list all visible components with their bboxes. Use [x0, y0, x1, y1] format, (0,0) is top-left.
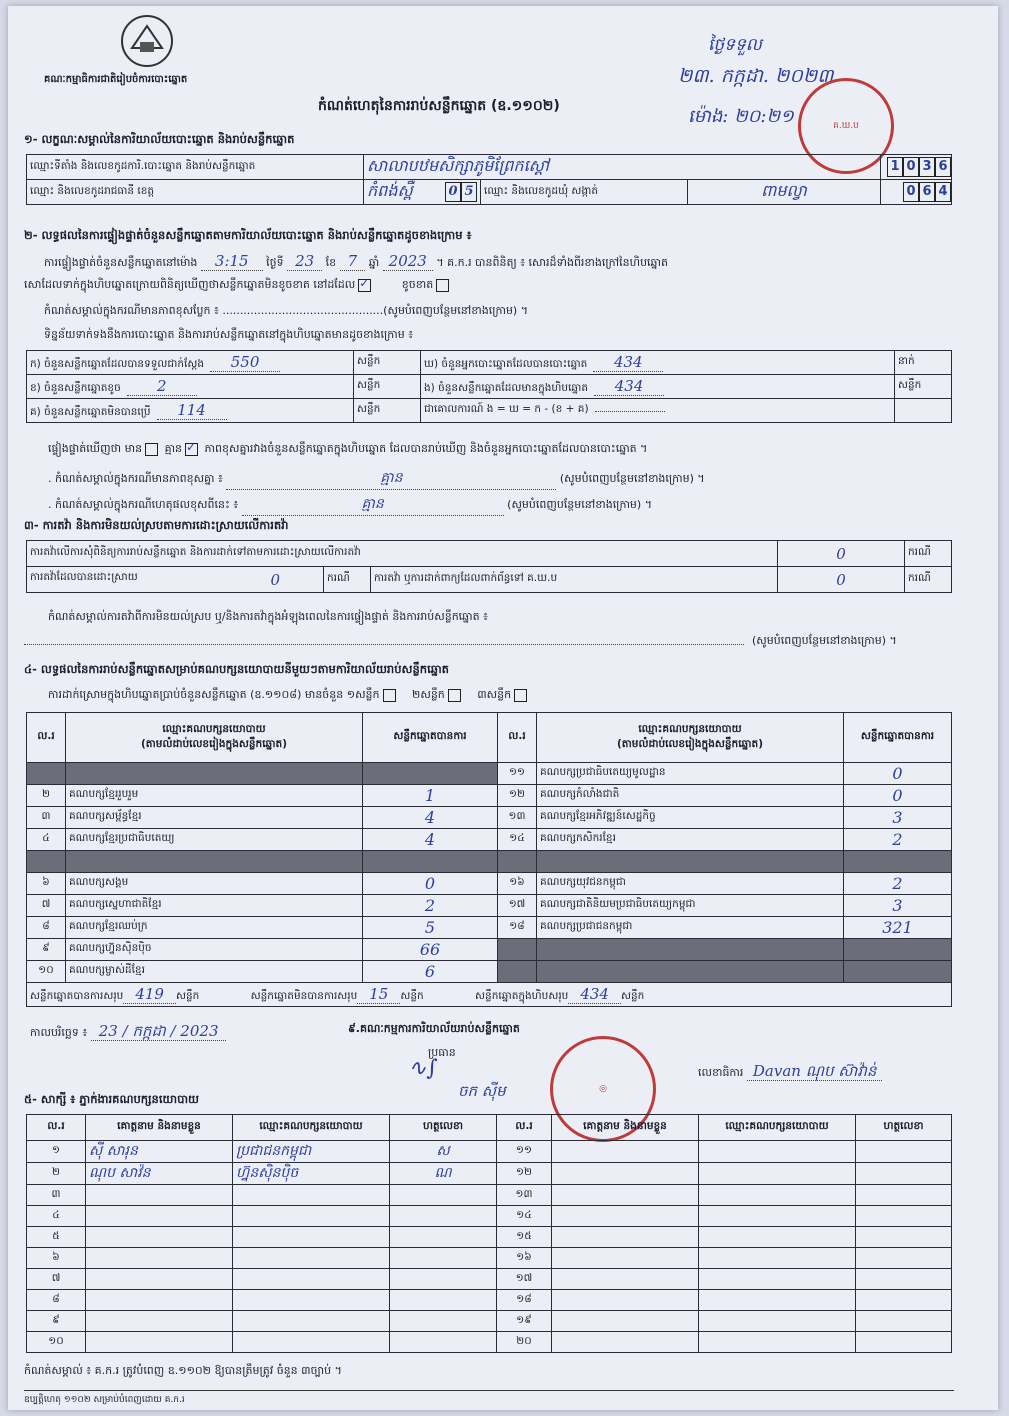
col-no-right: ល.រ	[498, 713, 537, 763]
section3-heading: ៣- ការតវ៉ា និងការមិនយល់ស្របតាមការដោះស្រាយលើការតវ៉ា	[24, 518, 289, 532]
ballot-row: គ) ចំនួនសន្លឹកឆ្នោតមិនបានប្រើ 114 សន្លឹក ជាគោលការណ៍ ង = ឃ = ក - (ខ + គ)	[27, 399, 952, 423]
station-name-value: សាលាបឋមសិក្សាភូមិព្រែកស្ដៅ	[364, 155, 881, 180]
complaint-row2b-label: ការតវ៉ា ឬការដាក់ពាក្យដែលពាក់ព័ន្ធទៅ គ.ឃ.ប	[371, 567, 778, 593]
section1-heading: ១- លក្ខណៈសម្គាល់នៃការិយាល័យបោះឆ្នោត និងរាប់សន្លឹកឆ្នោត	[24, 132, 295, 146]
table-row: ១ សុី សារុន ប្រជាជនកម្ពុជា ស ១១	[27, 1141, 952, 1163]
received-date: ២៣. កក្កដា. ២០២៣	[678, 65, 834, 87]
complaint-note-suffix: (សូមបំពេញបន្ថែមនៅខាងក្រោម) ។	[752, 634, 897, 647]
table-row: ៧ ១៧	[27, 1269, 952, 1290]
env-3-checkbox[interactable]	[514, 689, 527, 702]
table-row: ៦ គណបក្សសង្គម 0 ១៦ គណបក្សយុវជនកម្ពុជា 2	[27, 873, 952, 895]
commune-value: ពាមល្វា	[688, 180, 881, 205]
received-time: ម៉ោង: ២០:២១	[688, 106, 794, 127]
col-party-left: ឈ្មោះគណបក្សនយោបាយ (តាមលំដាប់លេខរៀងក្នុងសន្លឹកឆ្នោត)	[66, 713, 363, 763]
party-results-table	[26, 712, 952, 1007]
table-row: ៩ ១៩	[27, 1311, 952, 1332]
col-votes-left: សន្លឹកឆ្នោតបានការ	[363, 713, 498, 763]
complaint-row2-label: ការតវ៉ាដែលបានដោះស្រាយ 0	[27, 567, 324, 593]
complaints-table: ការតវ៉ាលើការសុំពិនិត្យការរាប់សន្លឹកឆ្នោត និងការដាក់ទៅតាមការដោះស្រាយលើការតវ៉ា 0 ករណី ការតវ៉ាដែលបានដោះស្រាយ 0 ករណី ការតវ៉ា ឬការដាក់ពាក្យដែលពាក់ព័ន្ធទៅ គ.ឃ.ប 0 ករណី	[26, 540, 952, 593]
station-name-label: ឈ្មោះទីតាំង និងលេខកូដការិ.បោះឆ្នោត និងរាប់សន្លឹកឆ្នោត	[27, 155, 364, 180]
table-row: ៥ ១៥	[27, 1227, 952, 1248]
totals-row: សន្លឹកឆ្នោតបានការសរុប 419 សន្លឹក សន្លឹកឆ្នោតមិនបានការសរុប 15 សន្លឹក សន្លឹកឆ្នោតក្នុងហិបសរុប 434 សន្លឹក	[27, 983, 952, 1007]
col-votes-right: សន្លឹកឆ្នោតបានការ	[844, 713, 952, 763]
chief-signature-icon: ∿∫	[408, 1056, 438, 1081]
station-stamp-icon: ◎	[550, 1036, 656, 1142]
complaint-row1-label: ការតវ៉ាលើការសុំពិនិត្យការរាប់សន្លឹកឆ្នោត និងការដាក់ទៅតាមការដោះស្រាយលើការតវ៉ា	[27, 541, 778, 567]
diff-yes-checkbox[interactable]	[145, 443, 158, 456]
footer-bottom: ឧប្បត្តិហេតុ ១១០២ សម្រាប់បំពេញដោយ គ.ក.រ	[24, 1390, 954, 1407]
table-row: ២ ណុប សាវ៉ន ហ្វ៊ុនស៊ិនប៉ិច ណ ១២	[27, 1163, 952, 1185]
secretary-line: លេខាធិការ Davan ណុប ស៊ាវ៉ាន់	[698, 1062, 882, 1084]
table-row: ១០ គណបក្សម្ចាស់ដីខ្មែរ 6	[27, 961, 952, 983]
official-stamp-icon: គ.ឃ.ប	[798, 78, 894, 174]
page-title: កំណត់ហេតុនៃការរាប់សន្លឹកឆ្នោត (ឧ.១១០២)	[318, 98, 560, 114]
table-row: ៣ គណបក្សសម្ព័ន្ធខ្មែរ 4 ១៣ គណបក្សខ្មែរអភិវឌ្ឍន៍សេដ្ឋកិច្ច 3	[27, 807, 952, 829]
env-2-checkbox[interactable]	[448, 689, 461, 702]
table-row: ៨ គណបក្សខ្មែរឈប់ក្រ 5 ១៨ គណបក្សប្រជាជនកម្ពុជា 321	[27, 917, 952, 939]
chief-name: ចក ស៊ីម	[458, 1082, 506, 1100]
report-date: កាលបរិច្ឆេទ ៖ 23 / កក្កដា / 2023	[30, 1022, 226, 1044]
diff-no-checkbox[interactable]	[185, 443, 198, 456]
table-row: ៨ ១៨	[27, 1290, 952, 1311]
verification-day: 23	[287, 252, 322, 271]
env-1-checkbox[interactable]	[383, 689, 396, 702]
unit-label: ករណី	[905, 541, 952, 567]
footer-note: កំណត់សម្គាល់ ៖ គ.ក.រ ត្រូវបំពេញ ឧ.១១០២ ឱ្យបានត្រឹមត្រូវ ចំនួន ៣ច្បាប់ ។	[24, 1364, 342, 1377]
witness-table: ល.រ គោត្តនាម និងនាមខ្លួន ឈ្មោះគណបក្សនយោបាយ ហត្ថលេខា ល.រ គោត្តនាម និងនាមខ្លួន ឈ្មោះគណបក្សនយោបាយ ហត្ថលេខា ១ សុី សារុន ប្រជាជនកម្ពុជា ស ១១ ២ ណុប សាវ៉ន ហ្វ៊ុនស៊ិនប៉ិច ណ ១២ ៣ ១៣ ៤ ១៤ ៥ ១៥ ៦ ១៦ ៧ ១៧ ៨ ១៨ ៩ ១៩ ១០ ២០	[26, 1114, 952, 1353]
table-row: ៣ ១៣	[27, 1185, 952, 1206]
complaint-row2b-value: 0	[778, 567, 905, 593]
commune-label: ឈ្មោះ និងលេខកូដឃុំ សង្កាត់	[481, 180, 688, 205]
discrepancy-check-line: ផ្ទៀងផ្ទាត់ឃើញថា មាន គ្មាន✓ ភាពខុសគ្នារវាងចំនួនសន្លឹកឆ្នោតក្នុងហិបឆ្នោត ដែលបានរាប់ឃើញ និងចំនួនអ្នកបោះឆ្នោតដែលបានបោះឆ្នោត ។	[48, 442, 647, 458]
col-no-left: ល.រ	[27, 713, 66, 763]
nec-emblem-icon	[118, 12, 176, 70]
station-id-table	[26, 154, 952, 205]
note2-line: . កំណត់សម្គាល់ក្នុងករណីហេតុផលខុសពីនេះ ៖ គ្មាន (សូមបំពេញបន្ថែមនៅខាងក្រោម) ។	[48, 494, 652, 516]
table-row: ៤ ១៤	[27, 1206, 952, 1227]
col-party-right: ឈ្មោះគណបក្សនយោបាយ (តាមលំដាប់លេខរៀងក្នុងសន្លឹកឆ្នោត)	[537, 713, 844, 763]
table-row: ១០ ២០	[27, 1332, 952, 1353]
ballot-count-table	[26, 350, 952, 423]
complaint-row1-value: 0	[778, 541, 905, 567]
envelope-line: ការដាក់ស្រោមក្នុងហិបឆ្នោតប្រាប់ចំនួនសន្លឹកឆ្នោត (ឧ.១១០៨) មានចំនួន ១សន្លឹក ២សន្លឹក ៣សន្លឹក	[48, 688, 530, 704]
section5-heading: ៥- សាក្សី ៖ ភ្នាក់ងារគណបក្សនយោបាយ	[24, 1092, 199, 1106]
complaint-note: កំណត់សម្គាល់ការតវ៉ាពីការមិនយល់ស្រប ឬ/និងការតវ៉ាក្នុងអំឡុងពេលនៃការផ្ទៀងផ្ទាត់ និងការរាប់សន្លឹកឆ្នោត ៖	[48, 610, 488, 623]
table-row: ៩ គណបក្សហ្វ៊ុនស៊ិនប៉ិច 66	[27, 939, 952, 961]
received-note: ថ្ងៃទទួល	[708, 35, 762, 55]
discrepancy-note-line: កំណត់សម្គាល់ក្នុងករណីមានភាពខុសប្លែក ៖ ..............................................(សូមបំពេញបន្ថែមនៅខាងក្រោម) ។	[44, 304, 528, 317]
table-row: ៦ ១៦	[27, 1248, 952, 1269]
seal-damaged-checkbox[interactable]	[436, 279, 449, 292]
seal-check-line: សោដែលទាក់ក្នុងហិបឆ្នោតក្រោយពិនិត្យឃើញថាសន្លឹកឆ្នោតមិនខូចខាត នៅដដែល✓ ខូចខាត	[24, 278, 452, 294]
station-code: 1 0 3 6	[881, 155, 952, 180]
verification-year: 2023	[383, 252, 433, 271]
verification-month: 7	[340, 252, 366, 271]
ballot-row: ខ) ចំនួនសន្លឹកឆ្នោតខូច 2 សន្លឹក ង) ចំនួនសន្លឹកឆ្នោតដែលមានក្នុងហិបឆ្នោត 434 សន្លឹក	[27, 375, 952, 399]
table-row: ៤ គណបក្សខ្មែរប្រជាធិបតេយ្យ 4 ១៤ គណបក្សកសិករខ្មែរ 2	[27, 829, 952, 851]
note1-line: . កំណត់សម្គាល់ក្នុងករណីមានភាពខុសគ្នា ៖ គ្មាន (សូមបំពេញបន្ថែមនៅខាងក្រោម) ។	[48, 468, 705, 490]
table-row: ៧ គណបក្សស្នេហាជាតិខ្មែរ 2 ១៧ គណបក្សជាតិនិយមប្រជាធិបតេយ្យកម្ពុជា 3	[27, 895, 952, 917]
ballot-count-report-sheet	[8, 6, 998, 1410]
section4-heading: ៤- លទ្ធផលនៃការរាប់សន្លឹកឆ្នោតសម្រាប់គណបក្សនយោបាយនីមួយៗតាមការិយាល័យរាប់សន្លឹកឆ្នោត	[24, 662, 449, 676]
table-row: ២ គណបក្សខ្មែររួបរួម 1 ១២ គណបក្សកំលាំងជាតិ 0	[27, 785, 952, 807]
committee-name: គណៈកម្មាធិការជាតិរៀបចំការបោះឆ្នោត	[44, 74, 188, 85]
ballot-row: ក) ចំនួនសន្លឹកឆ្នោតដែលបានទទួលជាក់ស្ដែង 550 សន្លឹក ឃ) ចំនួនអ្នកបោះឆ្នោតដែលបានបោះឆ្នោត 434 នាក់	[27, 351, 952, 375]
province-value: កំពង់ស្ពឺ 0 5	[364, 180, 481, 205]
section2-heading: ២- លទ្ធផលនៃការផ្ទៀងផ្ទាត់ចំនួនសន្លឹកឆ្នោតតាមការិយាល័យបោះឆ្នោត និងរាប់សន្លឹកឆ្នោតដូចខាងក្រោម ៖	[24, 228, 472, 242]
sign-heading: ៩.គណៈកម្មការការិយាល័យរាប់សន្លឹកឆ្នោត	[348, 1022, 520, 1035]
commune-code: 0 6 4	[881, 180, 952, 205]
verification-time-line: ការផ្ទៀងផ្ទាត់ចំនួនសន្លឹកឆ្នោតនៅម៉ោង 3:15 ថ្ងៃទី 23 ខែ 7 ឆ្នាំ 2023 ។ គ.ក.រ បានពិនិត្យ ៖ សោរដ៏ទាំងពីរខាងក្រៅនៃហិបឆ្នោត	[44, 252, 668, 270]
chief-label: ប្រធាន	[428, 1046, 456, 1059]
table-row: ១១ គណបក្សប្រជាធិបតេយ្យមូលដ្ឋាន 0	[27, 763, 952, 785]
ballot-data-intro: ទិន្នន័យទាក់ទងនឹងការបោះឆ្នោត និងការរាប់សន្លឹកឆ្នោតនៅក្នុងហិបឆ្នោតមានដូចខាងក្រោម ៖	[44, 328, 414, 341]
complaint-note-fill	[24, 634, 744, 645]
province-label: ឈ្មោះ និងលេខកូដរាជធានី ខេត្ត	[27, 180, 364, 205]
seal-intact-checkbox[interactable]	[358, 279, 371, 292]
verification-time: 3:15	[201, 252, 263, 271]
table-row	[27, 851, 952, 873]
